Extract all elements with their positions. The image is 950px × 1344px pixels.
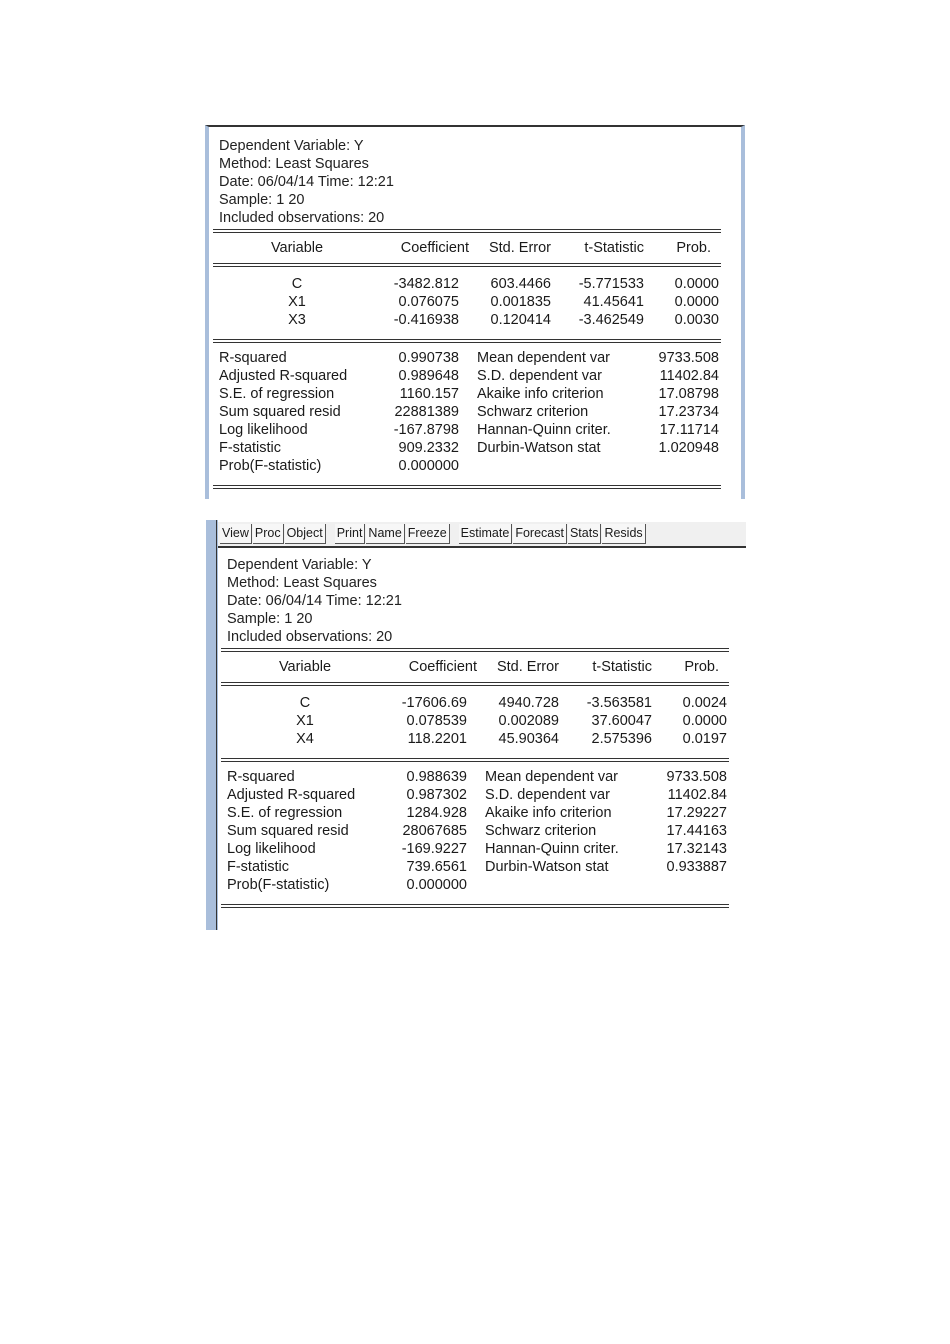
stat-value: 0.000000: [406, 877, 467, 893]
column-header-std-error: Std. Error: [496, 659, 559, 675]
stat-label-2: Akaike info criterion: [477, 386, 604, 402]
stat-label: Log likelihood: [219, 422, 308, 438]
t-statistic-value: -3.462549: [578, 312, 644, 328]
toolbar-view-button[interactable]: View: [220, 524, 252, 544]
stat-value: -169.9227: [401, 841, 467, 857]
table-rule: [221, 648, 729, 652]
stat-value: 0.990738: [398, 350, 459, 366]
table-rule: [213, 339, 721, 343]
stat-label: Prob(F-statistic): [219, 458, 322, 474]
header-line: Included observations: 20: [227, 629, 393, 645]
stat-value-2: 9733.508: [666, 769, 727, 785]
stat-value-2: 1.020948: [658, 440, 719, 456]
stat-value: 0.988639: [406, 769, 467, 785]
stat-label: S.E. of regression: [227, 805, 343, 821]
t-statistic-value: 41.45641: [583, 294, 644, 310]
stat-label-2: Hannan-Quinn criter.: [485, 841, 619, 857]
variable-name: X1: [288, 294, 306, 310]
t-statistic-value: 2.575396: [591, 731, 652, 747]
stat-label: R-squared: [227, 769, 295, 785]
header-line: Sample: 1 20: [227, 611, 313, 627]
header-line: Method: Least Squares: [219, 156, 369, 172]
prob-value: 0.0030: [674, 312, 719, 328]
stat-label-2: Durbin-Watson stat: [485, 859, 609, 875]
stat-value: 909.2332: [398, 440, 459, 456]
stat-label-2: Schwarz criterion: [485, 823, 597, 839]
header-line: Dependent Variable: Y: [219, 138, 364, 154]
stat-value-2: 17.44163: [666, 823, 727, 839]
header-line: Method: Least Squares: [227, 575, 377, 591]
column-header-coefficient: Coefficient: [400, 240, 469, 256]
stat-label: F-statistic: [227, 859, 290, 875]
header-line: Dependent Variable: Y: [227, 557, 372, 573]
toolbar-object-button[interactable]: Object: [285, 524, 326, 544]
window-edge: [216, 520, 217, 930]
stat-value-2: 0.933887: [666, 859, 727, 875]
toolbar-resids-button[interactable]: Resids: [602, 524, 645, 544]
stat-label: S.E. of regression: [219, 386, 335, 402]
column-header-variable: Variable: [270, 240, 324, 256]
stat-value-2: 17.23734: [658, 404, 719, 420]
coefficient-value: 118.2201: [407, 731, 467, 747]
toolbar-freeze-button[interactable]: Freeze: [406, 524, 450, 544]
header-line: Date: 06/04/14 Time: 12:21: [219, 174, 394, 190]
prob-value: 0.0000: [682, 713, 727, 729]
coefficient-value: -17606.69: [401, 695, 467, 711]
stat-value: -167.8798: [393, 422, 459, 438]
toolbar-name-button[interactable]: Name: [366, 524, 404, 544]
stat-label-2: Schwarz criterion: [477, 404, 589, 420]
t-statistic-value: 37.60047: [591, 713, 652, 729]
std-error-value: 4940.728: [498, 695, 559, 711]
stat-value: 0.000000: [398, 458, 459, 474]
toolbar-forecast-button[interactable]: Forecast: [513, 524, 567, 544]
t-statistic-value: -3.563581: [586, 695, 652, 711]
stat-label: Adjusted R-squared: [219, 368, 348, 384]
table-rule: [213, 485, 721, 489]
stat-label-2: S.D. dependent var: [485, 787, 610, 803]
variable-name: C: [291, 276, 303, 292]
stat-value: 739.6561: [406, 859, 467, 875]
stat-label: Sum squared resid: [227, 823, 349, 839]
coefficient-value: -3482.812: [393, 276, 459, 292]
stat-value-2: 9733.508: [658, 350, 719, 366]
toolbar-print-button[interactable]: Print: [335, 524, 366, 544]
column-header-coefficient: Coefficient: [408, 659, 477, 675]
variable-name: C: [299, 695, 311, 711]
stat-value-2: 11402.84: [667, 787, 727, 803]
variable-name: X3: [288, 312, 306, 328]
table-rule: [221, 758, 729, 762]
stat-value: 22881389: [394, 404, 459, 420]
std-error-value: 0.120414: [490, 312, 551, 328]
stat-value-2: 17.11714: [659, 422, 719, 438]
stat-label: R-squared: [219, 350, 287, 366]
stat-value: 0.987302: [406, 787, 467, 803]
prob-value: 0.0197: [682, 731, 727, 747]
stat-value-2: 17.29227: [666, 805, 727, 821]
stat-label-2: Durbin-Watson stat: [477, 440, 601, 456]
prob-value: 0.0000: [674, 276, 719, 292]
coefficient-value: 0.076075: [398, 294, 459, 310]
table-rule: [221, 682, 729, 686]
stat-label: Adjusted R-squared: [227, 787, 356, 803]
toolbar-stats-button[interactable]: Stats: [568, 524, 602, 544]
stat-label: F-statistic: [219, 440, 282, 456]
stat-value: 1160.157: [399, 386, 459, 402]
regression-output-window-2: [206, 520, 746, 930]
regression-output-window-1: [205, 125, 745, 499]
column-header-prob: Prob.: [684, 659, 719, 675]
header-line: Sample: 1 20: [219, 192, 305, 208]
stat-label-2: Mean dependent var: [485, 769, 619, 785]
t-statistic-value: -5.771533: [578, 276, 644, 292]
column-header-variable: Variable: [278, 659, 332, 675]
stat-label-2: Hannan-Quinn criter.: [477, 422, 611, 438]
equation-toolbar: [218, 522, 746, 548]
stat-value-2: 17.08798: [658, 386, 719, 402]
std-error-value: 603.4466: [490, 276, 551, 292]
column-header-std-error: Std. Error: [488, 240, 551, 256]
std-error-value: 0.001835: [490, 294, 551, 310]
header-line: Included observations: 20: [219, 210, 385, 226]
column-header-prob: Prob.: [676, 240, 711, 256]
variable-name: X4: [296, 731, 314, 747]
stat-label-2: Akaike info criterion: [485, 805, 612, 821]
column-header-t-statistic: t-Statistic: [592, 659, 652, 675]
prob-value: 0.0000: [674, 294, 719, 310]
std-error-value: 0.002089: [498, 713, 559, 729]
stat-value: 1284.928: [406, 805, 467, 821]
std-error-value: 45.90364: [498, 731, 559, 747]
toolbar-estimate-button[interactable]: Estimate: [459, 524, 513, 544]
stat-value: 0.989648: [398, 368, 459, 384]
coefficient-value: -0.416938: [393, 312, 459, 328]
column-header-t-statistic: t-Statistic: [584, 240, 644, 256]
header-line: Date: 06/04/14 Time: 12:21: [227, 593, 402, 609]
stat-label: Prob(F-statistic): [227, 877, 330, 893]
variable-name: X1: [296, 713, 314, 729]
stat-label: Log likelihood: [227, 841, 316, 857]
stat-label-2: Mean dependent var: [477, 350, 611, 366]
table-rule: [221, 904, 729, 908]
prob-value: 0.0024: [682, 695, 727, 711]
stat-value-2: 17.32143: [666, 841, 727, 857]
stat-label-2: S.D. dependent var: [477, 368, 602, 384]
stat-label: Sum squared resid: [219, 404, 341, 420]
table-rule: [213, 263, 721, 267]
stat-value: 28067685: [402, 823, 467, 839]
coefficient-value: 0.078539: [406, 713, 467, 729]
stat-value-2: 11402.84: [659, 368, 719, 384]
table-rule: [213, 229, 721, 233]
toolbar-proc-button[interactable]: Proc: [253, 524, 284, 544]
